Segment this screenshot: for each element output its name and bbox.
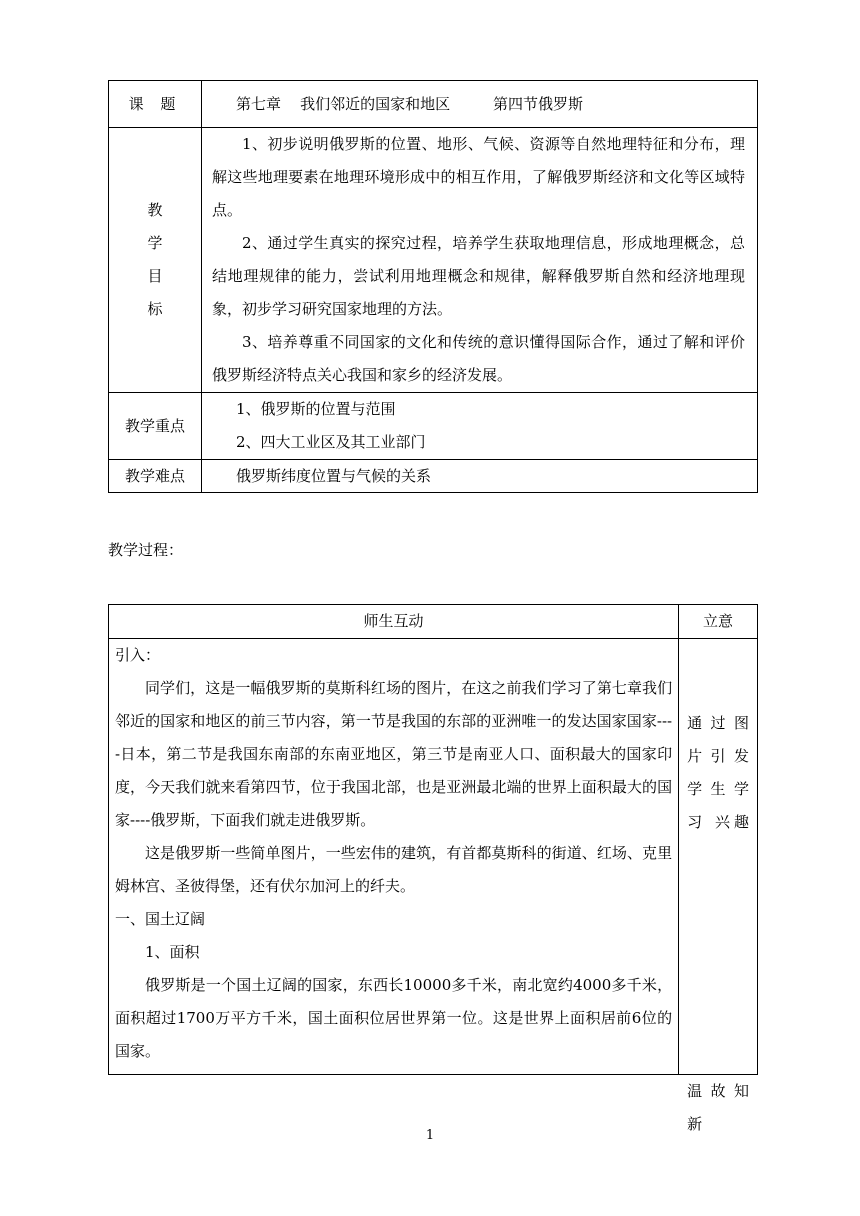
objective-2: 2、通过学生真实的探究过程，培养学生获取地理信息，形成地理概念，总结地理规律的能力，尝试利用地理概念和规律，解释俄罗斯自然和经济地理现象，初步学习研究国家地理的方法。 [212,234,745,318]
process-body-row [109,639,758,1075]
intro-paragraph: 同学们，这是一幅俄罗斯的莫斯科红场的图片，在这之前我们学习了第七章我们邻近的国家和地区的前三节内容，第一节是我国的东部的亚洲唯一的发达国家国家----日本，第二节是我国东南部的东南亚地区，第三节是南亚人口、面积最大的国家印度，今天我们就来看第四节，位于我国北部，也是亚洲最北端的世界上面积最大的国家----俄罗斯，下面我们就走进俄罗斯。 [115,679,673,829]
title-label: 课 题 [109,81,202,128]
key-points-row [109,393,758,460]
key-point-1: 1、俄罗斯的位置与范围 [236,400,396,418]
lesson-plan-table [108,80,758,493]
section-heading: 一、国土辽阔 [115,910,206,928]
process-heading: 教学过程： [108,541,184,559]
difficulty-label: 教学难点 [109,460,202,493]
header-aim: 立意 [679,605,758,639]
pictures-paragraph: 这是俄罗斯一些简单图片，一些宏伟的建筑，有首都莫斯科的街道、红场、克里姆林宫、圣彼得堡，还有伏尔加河上的纤夫。 [115,844,673,895]
key-point-2: 2、四大工业区及其工业部门 [236,433,426,451]
intro-label: 引入： [115,646,161,664]
difficulty-row [109,460,758,493]
title-row [109,81,758,128]
aim-note-1: 通过图 片引发 学生学 习 兴趣 [687,714,749,831]
header-interaction: 师生互动 [109,605,679,639]
objective-1: 1、初步说明俄罗斯的位置、地形、气候、资源等自然地理特征和分布，理解这些地理要素在地理环境形成中的相互作用，了解俄罗斯经济和文化等区域特点。 [212,135,745,219]
difficulty-text: 俄罗斯纬度位置与气候的关系 [202,460,758,493]
key-points-label: 教学重点 [109,393,202,460]
objectives-label: 教 学 目 标 [109,128,202,393]
lesson-title: 第七章 我们邻近的国家和地区 第四节俄罗斯 [236,95,583,113]
objective-3: 3、培养尊重不同国家的文化和传统的意识懂得国际合作，通过了解和评价俄罗斯经济特点关心我国和家乡的经济发展。 [212,333,745,384]
process-header-row [109,605,758,639]
interaction-content [109,639,679,1075]
aim-note-2: 温故知 新 [687,1082,749,1133]
objectives-row [109,128,758,393]
area-paragraph: 俄罗斯是一个国土辽阔的国家，东西长10000多千米，南北宽约4000多千米，面积超过1700万平方千米，国土面积位居世界第一位。这是世界上面积居前6位的国家。 [115,976,673,1060]
aim-column [679,639,758,1133]
teaching-process-table [108,604,758,1133]
subsection-heading: 1、面积 [145,943,200,961]
page-number: 1 [425,1128,435,1143]
